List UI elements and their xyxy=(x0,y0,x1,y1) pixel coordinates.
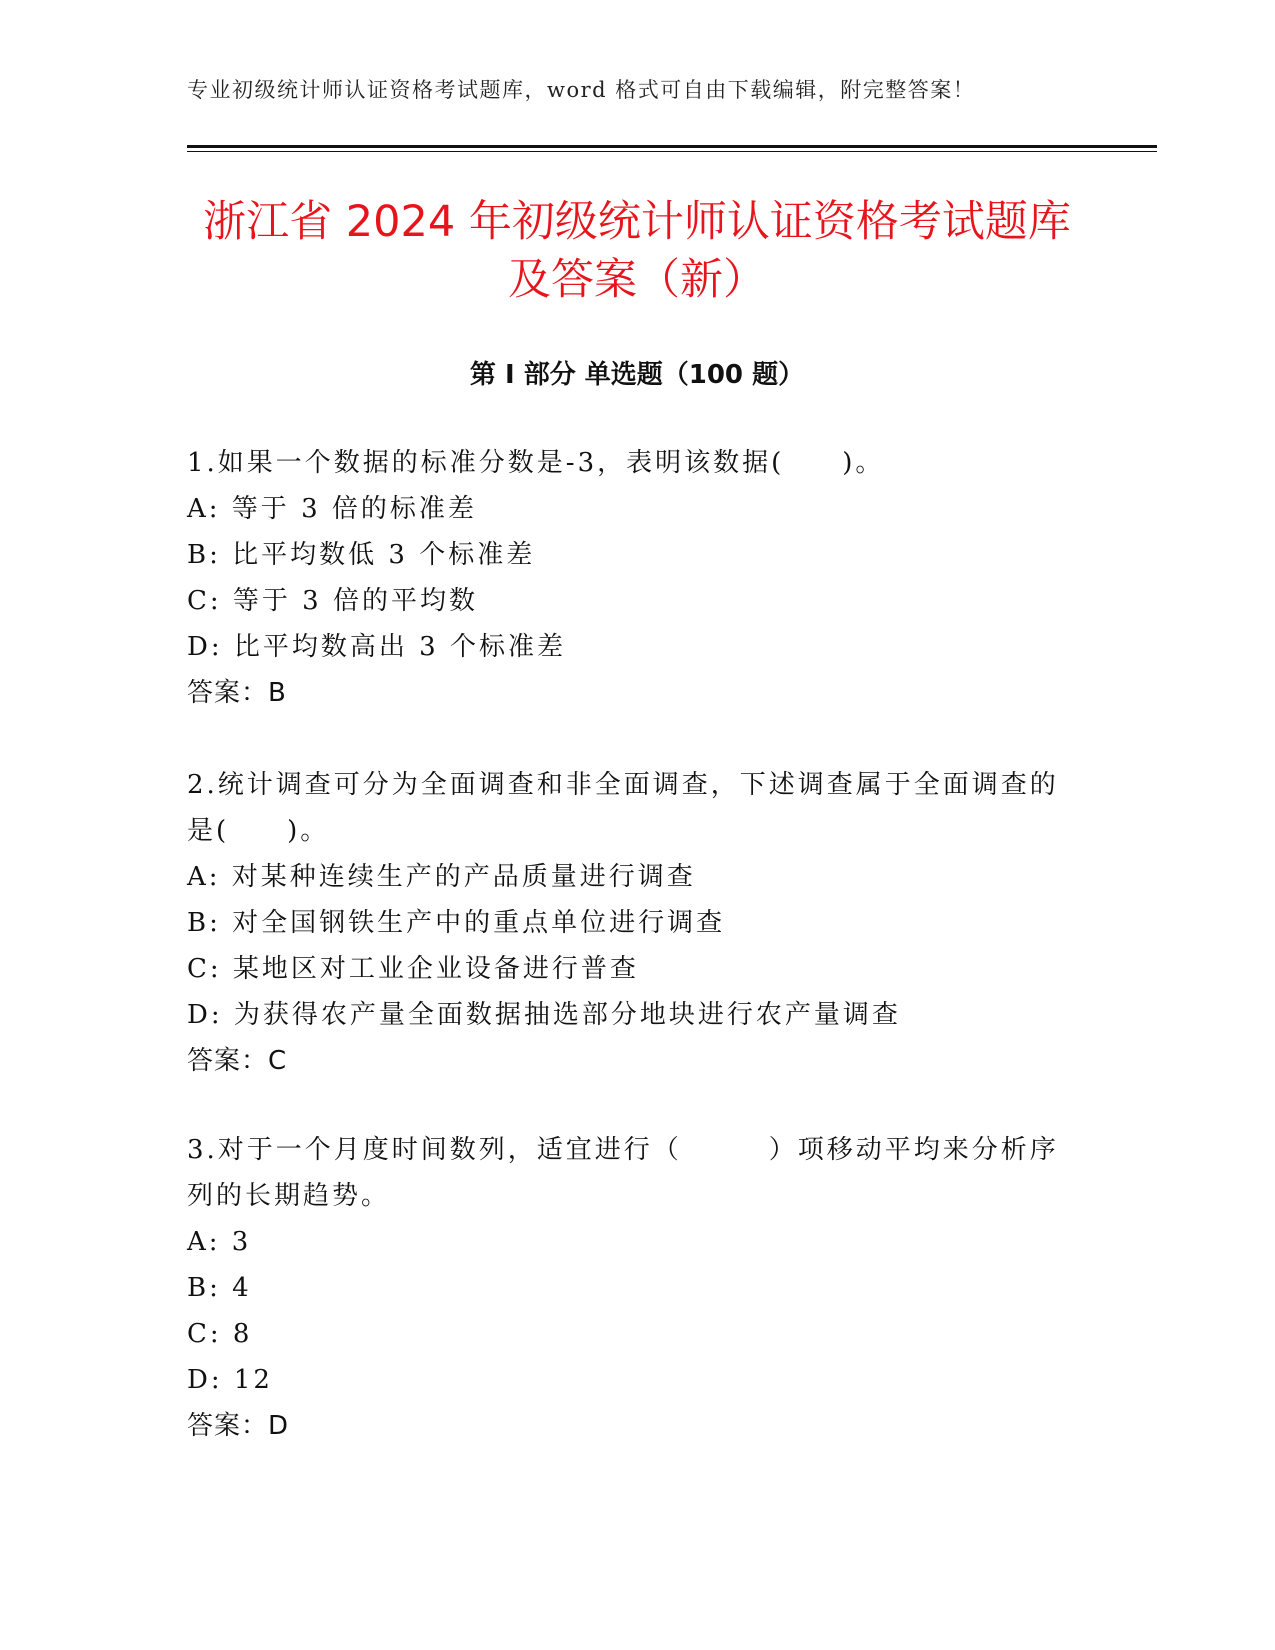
option-d: D: 12 xyxy=(187,1365,273,1395)
option-a: A: 等于 3 倍的标准差 xyxy=(187,494,477,524)
option-c: C: 等于 3 倍的平均数 xyxy=(187,586,478,616)
option-a: A: 3 xyxy=(187,1227,252,1257)
option-d: D: 比平均数高出 3 个标准差 xyxy=(187,632,566,662)
title-line-1: 浙江省 2024 年初级统计师认证资格考试题库 xyxy=(203,197,1071,247)
header-rule-thick xyxy=(187,145,1157,148)
option-d: D: 为获得农产量全面数据抽选部分地块进行农产量调查 xyxy=(187,1000,901,1030)
question-stem-line: 是( )。 xyxy=(187,816,330,846)
answer-line: 答案：B xyxy=(187,678,287,708)
option-b: B: 4 xyxy=(187,1273,252,1303)
question-stem-line: 3.对于一个月度时间数列，适宜进行（ ）项移动平均来分析序 xyxy=(187,1135,1059,1165)
answer-line: 答案：D xyxy=(187,1411,290,1441)
question-1 xyxy=(187,440,1077,716)
option-c: C: 某地区对工业企业设备进行普查 xyxy=(187,954,639,984)
question-stem-line: 1.如果一个数据的标准分数是-3，表明该数据( )。 xyxy=(187,448,885,478)
option-b: B: 对全国钢铁生产中的重点单位进行调查 xyxy=(187,908,726,938)
question-2 xyxy=(187,762,1077,1084)
answer-line: 答案：C xyxy=(187,1046,288,1076)
option-a: A: 对某种连续生产的产品质量进行调查 xyxy=(187,862,696,892)
section-heading: 第 I 部分 单选题（100 题） xyxy=(469,360,805,390)
header-rule-thin xyxy=(187,151,1157,152)
question-3 xyxy=(187,1127,1077,1449)
header-note: 专业初级统计师认证资格考试题库，word 格式可自由下载编辑，附完整答案！ xyxy=(187,78,976,102)
option-c: C: 8 xyxy=(187,1319,253,1349)
option-b: B: 比平均数低 3 个标准差 xyxy=(187,540,536,570)
question-stem-line: 列的长期趋势。 xyxy=(187,1181,391,1211)
title-line-2: 及答案（新） xyxy=(508,255,766,305)
document-title xyxy=(137,193,1137,309)
question-stem-line: 2.统计调查可分为全面调查和非全面调查，下述调查属于全面调查的 xyxy=(187,770,1059,800)
